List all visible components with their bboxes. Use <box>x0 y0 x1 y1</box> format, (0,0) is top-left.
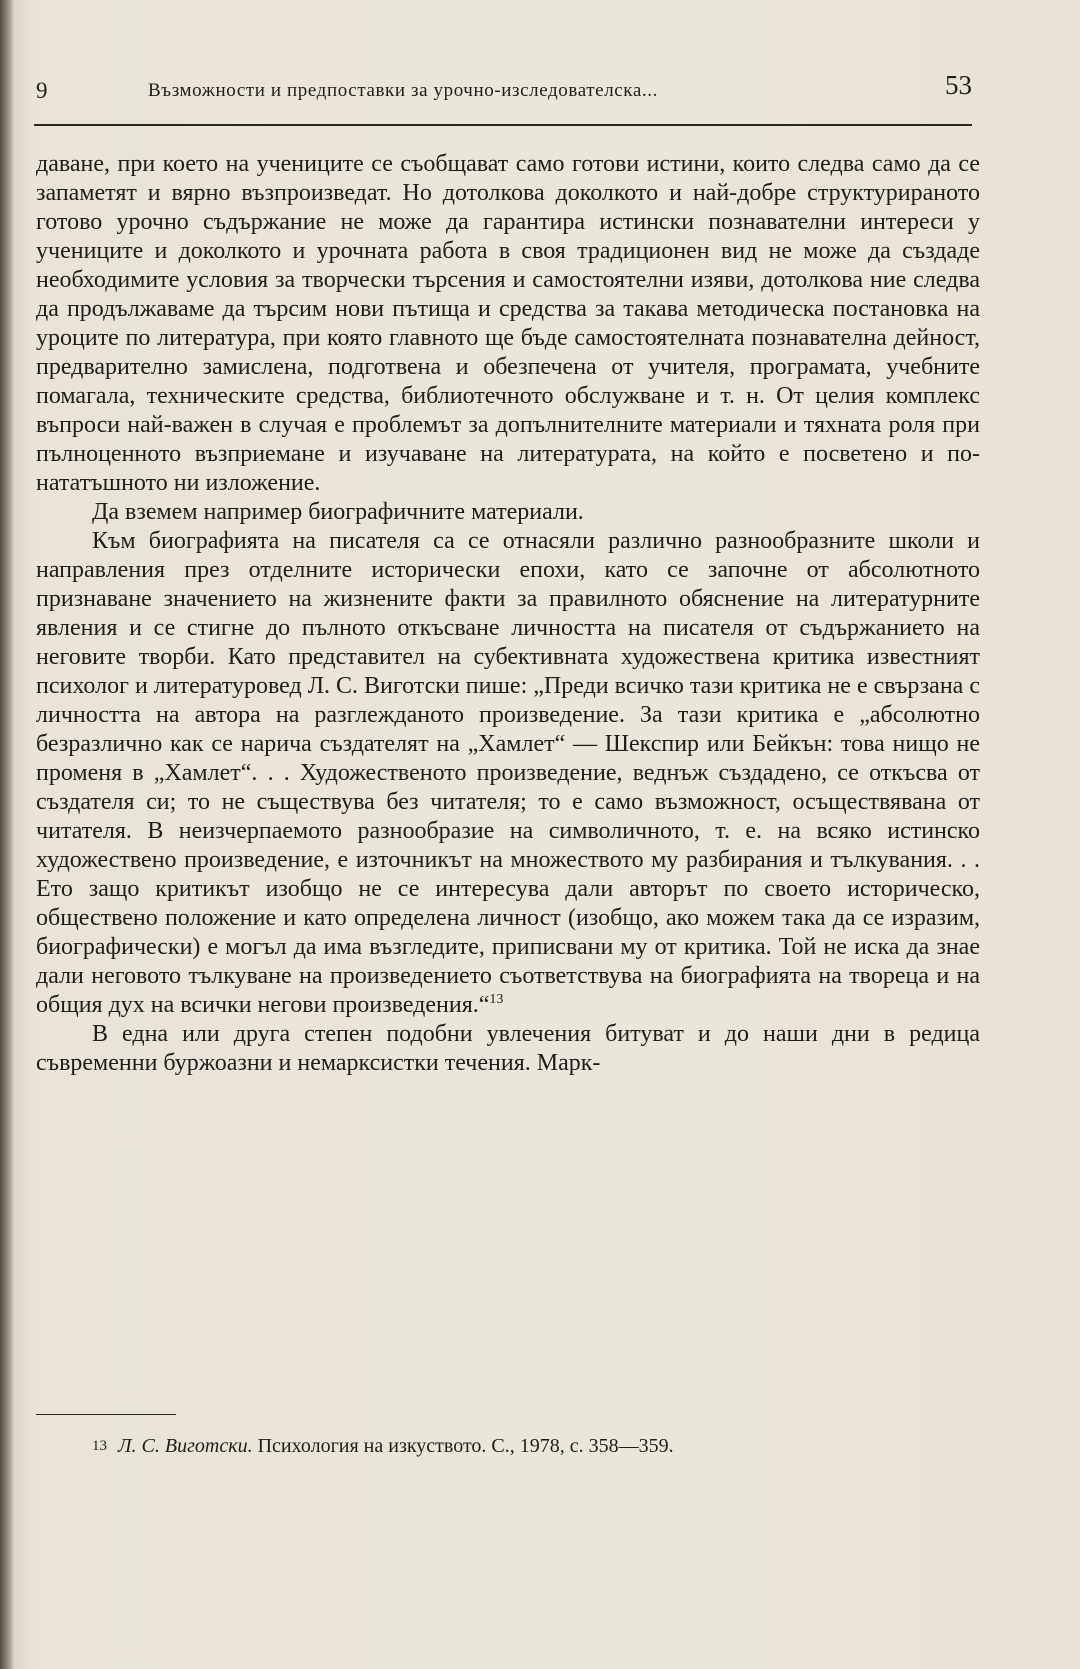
paragraph-vigotski-quote <box>36 527 980 1020</box>
header-rule <box>34 124 972 126</box>
book-spine-shadow <box>0 0 14 1669</box>
paragraph-1: даване, при което на учениците се съобщават само готови истини, които следва само да се запаметят и вярно възпроизведат. Но дотолкова доколкото и най-добре структурираното готово урочно съдържание не може да гарантира истински познавателни интереси у учениците и доколкото и урочната работа в своя традиционен вид не може да създаде необходимите условия за творчески търсения и самостоятелни изяви, дотолкова ние следва да продължаваме да търсим нови пътища и средства за такава методическа постановка на уроците по литература, при която главното ще бъде самостоятелната познавателна дейност, предварително замислена, подготвена и обезпечена от учителя, програмата, учебните помагала, техническите средства, библиотечното обслужване и т. н. От целия комплекс въпроси най-важен в случая е проблемът за допълнителните материали и тяхната роля при пълноценното възприемане и изучаване на литературата, на който е посветено и по-нататъшното ни изложение. <box>36 151 980 496</box>
page-header <box>36 68 972 112</box>
running-title: Възможности и предпоставки за урочно-изследователска... <box>148 80 658 101</box>
footnote-author: Л. С. Виготски. <box>118 1435 253 1457</box>
footnote-rule <box>36 1414 176 1415</box>
vigotski-quote-text: Към биографията на писателя са се отнасяли различно разнообразните школи и направления през отделните исторически епохи, като се започне от абсолютното признаване значението на жизнените факти за правилното обяснение на литературните явления и се стигне до пълното откъсване личността на писателя от съдържанието на неговите творби. Като представител на субективната художествена критика известният психолог и литературовед Л. С. Виготски пише: „Преди всичко тази критика не е свързана с личността на автора на разглежданото произведение. За тази критика е „абсолютно безразлично как се нарича създателят на „Хамлет“ — Шекспир или Бейкън: това нищо не променя в „Хамлет“. . . Художественото произведение, веднъж създадено, се откъсва от създателя си; то не съществува без читателя; то е само възможност, осъществявана от читателя. В неизчерпаемото разнообразие на символичното, т. е. на всяко истинско художествено произведение, е източникът на множеството му разбирания и тълкувания. . . Ето защо критикът изобщо не се интересува дали авторът по своето историческо, обществено положение и като определена личност (изобщо, ако можем така да се изразим, биографически) е могъл да има възгледите, приписвани му от критика. Той не иска да знае дали неговото тълкуване на произведението съответствува на биографията на твореца и на общия дух на всички негови произведения.“ <box>36 528 980 1018</box>
footnote-reference: 13 <box>489 992 504 1007</box>
footnote-title: Психология на изкуството. С., 1978, с. 358—359. <box>257 1435 674 1457</box>
section-number: 9 <box>36 78 48 103</box>
main-text <box>36 150 980 1078</box>
footnote-number: 13 <box>92 1438 107 1454</box>
paragraph-last: В една или друга степен подобни увлечения битуват и до наши дни в редица съвременни буржоазни и немарксистки течения. Марк- <box>36 1021 980 1076</box>
paragraph-2: Да вземем например биографичните материали. <box>92 499 584 525</box>
page-number: 53 <box>945 70 972 100</box>
footnote <box>92 1433 972 1459</box>
